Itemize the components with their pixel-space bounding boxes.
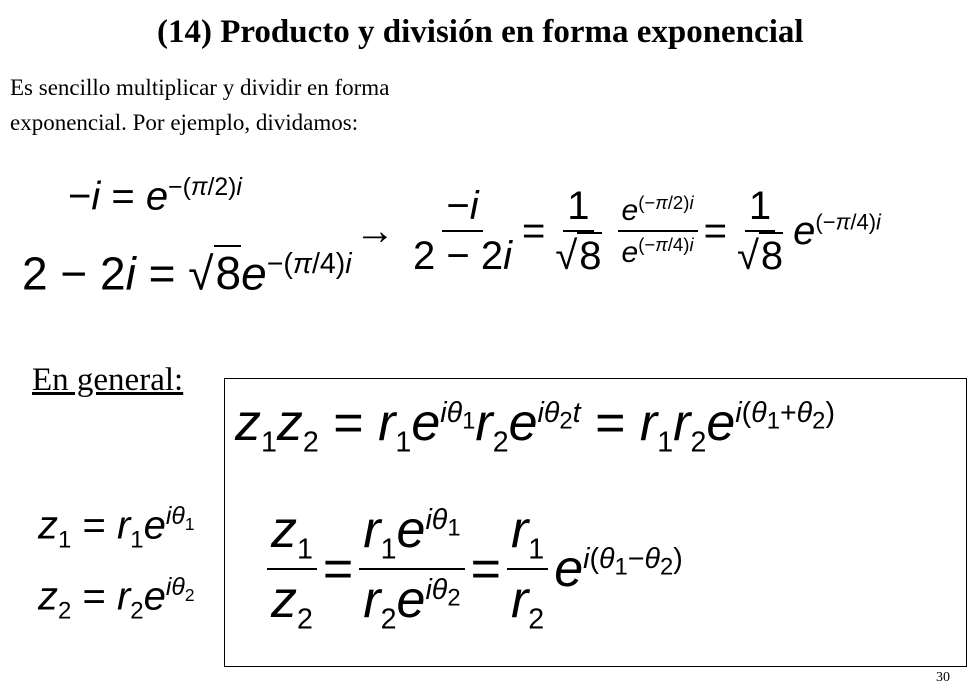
formula-product-general: $z_1z_2 = r_1e^{i\theta_1}r_2e^{i\theta_2t} = r_1r_2e^{i(\theta_1+\theta_2)}$ (235, 394, 835, 459)
fraction-exponentials: $\frac{e^{(-\pi/2)i}}{e^{(-\pi/4)i}}$ (618, 194, 698, 268)
formula-neg-i: $-i = e^{-(\pi/2)i}$ (68, 174, 242, 219)
formula-z2-def: $z_2 = r_2e^{i\theta_2}$ (38, 574, 195, 625)
formula-division-example: → $\frac{-i}{2 - 2i}$ = $\frac{1}{√8}$ $\frac{e^{(-\pi/2)i}}{e^{(-\pi/4)i}}$ = $\frac{1}{√8}$ $e^{(-\pi/4)i}$ (355, 184, 881, 278)
fraction-1-over-sqrt8-b: $\frac{1}{√8}$ (736, 184, 784, 278)
formula-2-minus-2i: $2 - 2i = √8e^{-(\pi/4)i}$ (22, 247, 352, 300)
fraction-neg-i-over-2-minus-2i: $\frac{-i}{2 - 2i}$ (413, 184, 512, 278)
formula-quotient-general: $\frac{z_1}{z_2}$ = $\frac{r_1e^{i\theta_1}}{r_2e^{i\theta_2}}$ = $\frac{r_1}{r_2}$ $e^{i(\theta_1-\theta_2)}$ (261, 504, 683, 634)
fraction-polar-quotient: $\frac{r_1e^{i\theta_1}}{r_2e^{i\theta_2}}$ (359, 504, 464, 634)
general-formulas-box (224, 378, 967, 667)
fraction-1-over-sqrt8-a: $\frac{1}{√8}$ (555, 184, 602, 278)
intro-line-1: Es sencillo multiplicar y dividir en forma (10, 75, 390, 100)
formula-z1-def: $z_1 = r_1e^{i\theta_1}$ (38, 503, 195, 554)
page-number: 30 (936, 670, 950, 685)
intro-text (10, 70, 570, 140)
slide-title: (14) Producto y división en forma exponencial (157, 14, 804, 50)
fraction-z1-over-z2: $\frac{z_1}{z_2}$ (267, 504, 317, 634)
section-label-general: En general: (32, 362, 184, 398)
intro-line-2: exponencial. Por ejemplo, dividamos: (10, 110, 359, 135)
fraction-r1-over-r2: $\frac{r_1}{r_2}$ (507, 504, 548, 634)
